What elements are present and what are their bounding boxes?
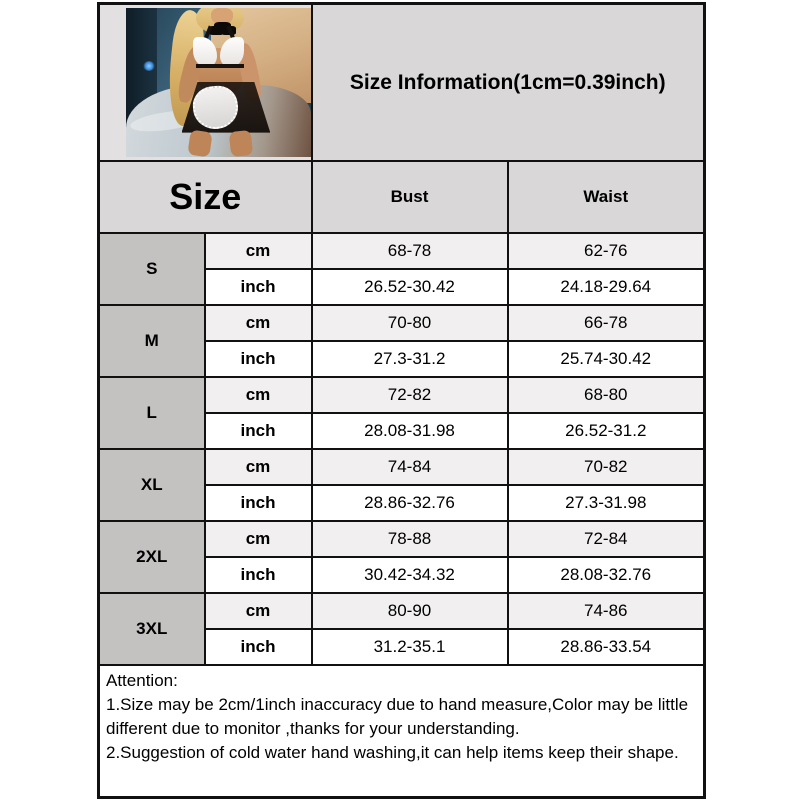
- size-label-l: L: [99, 377, 205, 449]
- unit-label-cm: cm: [205, 377, 312, 413]
- size-label-xl: XL: [99, 449, 205, 521]
- unit-label-inch: inch: [205, 485, 312, 521]
- bust-value: 31.2-35.1: [312, 629, 508, 665]
- unit-label-cm: cm: [205, 593, 312, 629]
- size-information-title: Size Information(1cm=0.39inch): [312, 4, 705, 162]
- unit-label-inch: inch: [205, 413, 312, 449]
- waist-value: 68-80: [508, 377, 705, 413]
- waist-value: 66-78: [508, 305, 705, 341]
- unit-label-inch: inch: [205, 341, 312, 377]
- unit-label-cm: cm: [205, 305, 312, 341]
- unit-label-inch: inch: [205, 269, 312, 305]
- waist-column-header: Waist: [508, 161, 705, 233]
- attention-title: Attention:: [106, 671, 178, 690]
- waist-value: 74-86: [508, 593, 705, 629]
- bust-value: 27.3-31.2: [312, 341, 508, 377]
- model-leg-right: [228, 130, 253, 156]
- attention-item-2: 2.Suggestion of cold water hand washing,it can help items keep their shape.: [106, 743, 679, 763]
- waist-value: 27.3-31.98: [508, 485, 705, 521]
- bust-value: 78-88: [312, 521, 508, 557]
- bust-column-header: Bust: [312, 161, 508, 233]
- waist-value: 72-84: [508, 521, 705, 557]
- unit-label-inch: inch: [205, 629, 312, 665]
- bust-value: 68-78: [312, 233, 508, 269]
- size-label-3xl: 3XL: [99, 593, 205, 665]
- unit-label-cm: cm: [205, 521, 312, 557]
- waist-value: 26.52-31.2: [508, 413, 705, 449]
- waist-value: 28.08-32.76: [508, 557, 705, 593]
- waist-value: 62-76: [508, 233, 705, 269]
- bust-value: 80-90: [312, 593, 508, 629]
- bust-value: 28.86-32.76: [312, 485, 508, 521]
- size-chart-sheet: [97, 2, 706, 799]
- waist-value: 25.74-30.42: [508, 341, 705, 377]
- bust-value: 26.52-30.42: [312, 269, 508, 305]
- bust-value: 74-84: [312, 449, 508, 485]
- model-bra-band: [196, 64, 244, 68]
- attention-note: [99, 665, 705, 798]
- size-table: [97, 2, 706, 799]
- size-label-2xl: 2XL: [99, 521, 205, 593]
- waist-value: 70-82: [508, 449, 705, 485]
- bust-value: 30.42-34.32: [312, 557, 508, 593]
- size-label-m: M: [99, 305, 205, 377]
- waist-value: 28.86-33.54: [508, 629, 705, 665]
- bust-value: 28.08-31.98: [312, 413, 508, 449]
- unit-label-inch: inch: [205, 557, 312, 593]
- model-leg-left: [187, 130, 212, 157]
- product-photo-cell: [99, 4, 312, 162]
- waist-value: 24.18-29.64: [508, 269, 705, 305]
- unit-label-cm: cm: [205, 449, 312, 485]
- unit-label-cm: cm: [205, 233, 312, 269]
- bust-value: 70-80: [312, 305, 508, 341]
- product-photo: [126, 8, 311, 157]
- size-header: Size: [99, 161, 312, 233]
- size-label-s: S: [99, 233, 205, 305]
- photo-blue-light: [143, 61, 155, 71]
- attention-item-1: 1.Size may be 2cm/1inch inaccuracy due to hand measure,Color may be little different due to monitor ,thanks for your understanding.: [106, 695, 689, 739]
- bust-value: 72-82: [312, 377, 508, 413]
